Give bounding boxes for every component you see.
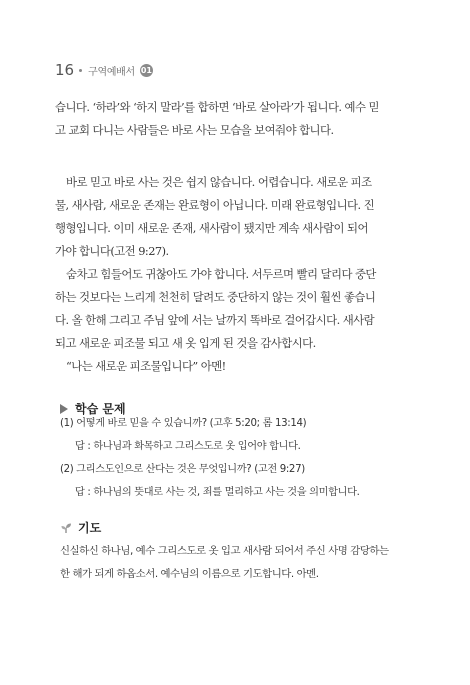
text-line: 행형입니다. 이미 새로운 존재, 새사람이 됐지만 계속 새사람이 되어 xyxy=(55,221,368,235)
page-header xyxy=(55,61,153,79)
paragraph-2 xyxy=(55,171,417,378)
book-title: 구역예배서 xyxy=(88,66,135,78)
study-questions xyxy=(60,412,410,504)
closing-confession: “나는 새로운 피조물입니다” 아멘! xyxy=(66,359,226,373)
prayer-heading-text: 기도 xyxy=(78,521,102,535)
paragraph-1 xyxy=(55,96,417,142)
answer-2: 답 : 하나님의 뜻대로 사는 것, 죄를 멀리하고 사는 것을 의미합니다. xyxy=(75,487,360,498)
prayer-body xyxy=(60,540,415,586)
text-line: 바로 믿고 바로 사는 것은 쉽지 않습니다. 어렵습니다. 새로운 피조 xyxy=(66,175,372,189)
answer-1: 답 : 하나님과 화목하고 그리스도로 옷 입어야 합니다. xyxy=(75,441,301,452)
text-line: 가야 합니다(고전 9:27). xyxy=(55,244,169,258)
lesson-number-badge: 01 xyxy=(140,65,152,75)
text-line: 습니다. ‘하라’와 ‘하지 말라’를 합하면 ‘바로 살아라’가 됩니다. 예수 믿 xyxy=(55,100,379,114)
text-line: 고 교회 다니는 사람들은 바로 사는 모습을 보여줘야 합니다. xyxy=(55,123,334,137)
text-line: 다. 올 한해 그리고 주님 앞에 서는 날까지 똑바로 걸어갑시다. 새사람 xyxy=(55,313,375,327)
text-line: 되고 새로운 피조물 되고 새 옷 입게 된 것을 감사합시다. xyxy=(55,336,316,350)
page-number: 16 xyxy=(55,61,75,79)
question-2: (2) 그리스도인으로 산다는 것은 무엇입니까? (고전 9:27) xyxy=(60,464,305,475)
sprout-icon xyxy=(60,522,72,534)
question-1: (1) 어떻게 바로 믿을 수 있습니까? (고후 5:20; 롬 13:14) xyxy=(60,418,307,429)
text-line: 물, 새사람, 새로운 존재는 완료형이 아닙니다. 미래 완료형입니다. 진 xyxy=(55,198,375,212)
study-heading-text: 학습 문제 xyxy=(75,402,126,416)
prayer-heading xyxy=(60,519,101,536)
text-line: 하는 것보다는 느리게 천천히 달려도 중단하지 않는 것이 훨씬 좋습니 xyxy=(55,290,376,304)
text-line: 숨차고 힘들어도 귀찮아도 가야 합니다. 서두르며 빨리 달리다 중단 xyxy=(66,267,376,281)
text-line: 신실하신 하나님, 예수 그리스도로 옷 입고 새사람 되어서 주신 사명 감당하는 xyxy=(60,545,389,557)
text-line: 한 해가 되게 하옵소서. 예수님의 이름으로 기도합니다. 아멘. xyxy=(60,568,319,580)
separator-dot xyxy=(79,69,82,72)
